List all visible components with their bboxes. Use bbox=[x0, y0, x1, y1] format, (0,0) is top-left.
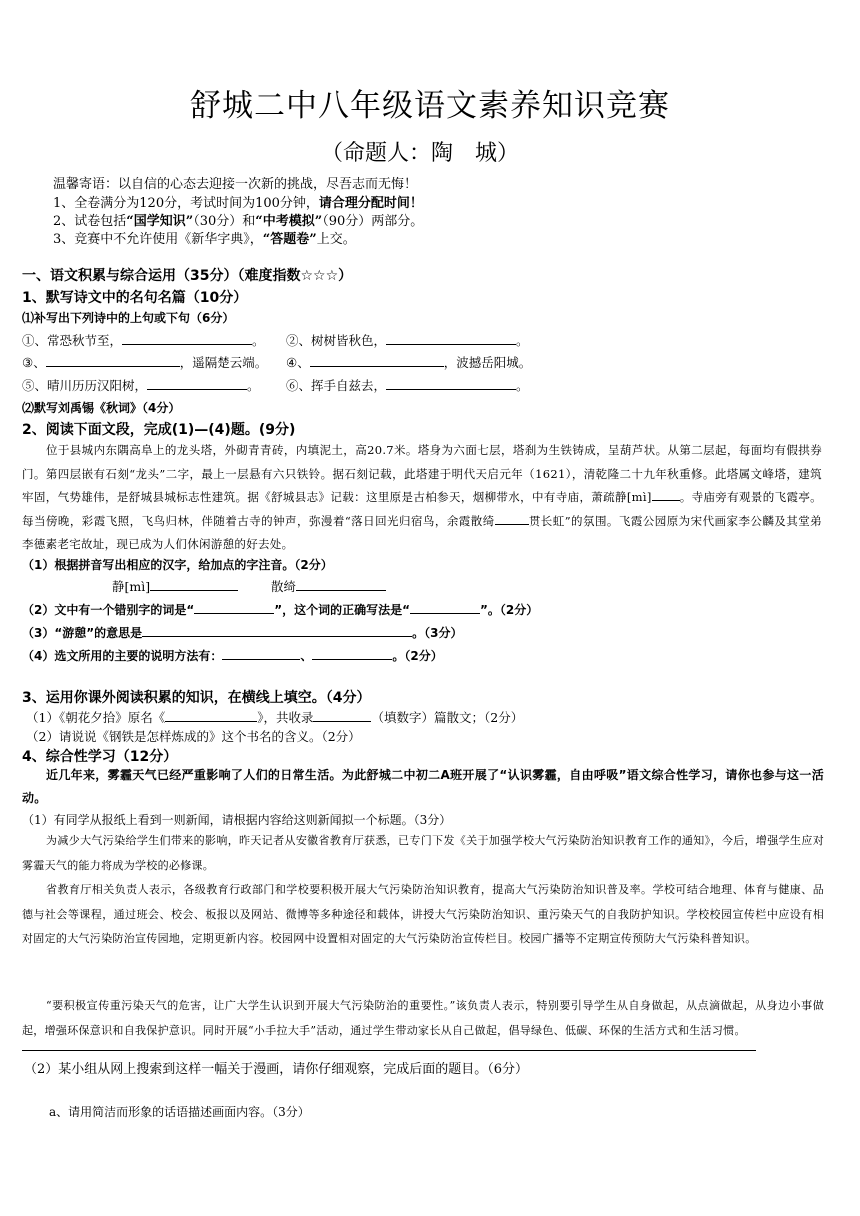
rule-1 bbox=[53, 192, 423, 211]
answer-blank-4[interactable] bbox=[310, 354, 444, 367]
passage-part-c: 贯长虹”的氛围。飞霞公园原为宋代画家李公麟及其堂弟李德素老宅故址，现已成为人们休闲游憩的好去处。 bbox=[22, 513, 822, 551]
q3-sub1-c: （填数字）篇散文；（2分） bbox=[371, 710, 524, 725]
answer-blank-2[interactable] bbox=[386, 332, 516, 345]
q4-intro: 近几年来，雾霾天气已经严重影响了人们的日常生活。为此舒城二中初二A班开展了“认识雾霾，自由呼吸”语文综合性学习，请你也参与这一活动。 bbox=[22, 768, 824, 805]
q3-heading: 3、运用你课外阅读积累的知识，在横线上填空。（4分） bbox=[22, 690, 371, 706]
q2-sub4-b: 、 bbox=[300, 649, 313, 663]
poem-item-4 bbox=[286, 353, 531, 371]
answer-blank-1[interactable] bbox=[122, 332, 252, 345]
poem-item-5 bbox=[22, 376, 260, 394]
poem-item-3-pre: ③、 bbox=[22, 355, 46, 370]
q2-heading: 2、阅读下面文段，完成(1)—(4)题。(9分) bbox=[22, 422, 296, 438]
rule-3-answer-sheet: “答题卷” bbox=[262, 232, 317, 247]
title-answer-line[interactable] bbox=[22, 1050, 756, 1051]
method-blank-1[interactable] bbox=[222, 647, 300, 660]
passage-part-a: 位于县城内东隅高阜上的龙头塔，外砌青青砖，内填泥土，高20.7米。塔身为六面七层，塔刹为生铁铸成，呈葫芦状。从第二层起，每面均有假拱券门。第四层嵌有石刻“龙头”二字，最上一层悬有六只铁铃。据石刻记载，此塔建于明代天启元年（1621），清乾隆二十九年秋重修。此塔属文峰塔，建筑牢固，气势雄伟，是舒城县城标志性建筑。据《舒城县志》记载：这里原是古柏参天，烟柳带水，中有寺庙，萧疏静[mì] bbox=[22, 443, 822, 504]
poem-item-1-pre: ①、常恐秋节至， bbox=[22, 333, 123, 348]
poem-item-2 bbox=[286, 331, 529, 349]
poem-item-6-pre: ⑥、挥手自兹去， bbox=[286, 378, 387, 393]
poem-item-4-pre: ④、 bbox=[286, 355, 310, 370]
poem-item-4-post: ，波撼岳阳城。 bbox=[443, 355, 532, 370]
poem-item-3-post: ，遥隔楚云端。 bbox=[179, 355, 268, 370]
q2-sub1: （1）根据拼音写出相应的汉字，给加点的字注音。（2分） bbox=[22, 558, 333, 572]
answer-blank-5[interactable] bbox=[147, 377, 247, 390]
method-blank-2[interactable] bbox=[312, 647, 392, 660]
q2-sub2-c: ”。（2分） bbox=[480, 603, 539, 617]
answer-blank-6[interactable] bbox=[386, 377, 516, 390]
q2-sub1-item-a bbox=[112, 577, 238, 595]
poem-item-5-pre: ⑤、晴川历历汉阳树， bbox=[22, 378, 148, 393]
q4-heading: 4、综合性学习（12分） bbox=[22, 749, 178, 765]
q2-sub4-a: （4）选文所用的主要的说明方法有： bbox=[22, 649, 223, 663]
pinyin-mi-blank[interactable] bbox=[150, 578, 238, 591]
essay-count-blank[interactable] bbox=[313, 709, 371, 722]
q2-sub3-b: 。（3分） bbox=[412, 626, 463, 640]
original-name-blank[interactable] bbox=[165, 709, 257, 722]
rule-3 bbox=[53, 228, 356, 247]
q1-sub2: ⑵默写刘禹锡《秋词》（4分） bbox=[22, 401, 181, 415]
poem-item-1 bbox=[22, 331, 265, 349]
q2-sub3-a: （3）“游憩”的意思是 bbox=[22, 626, 143, 640]
rule-2-text-a: 2、试卷包括 bbox=[53, 214, 127, 229]
poem-item-6-post: 。 bbox=[516, 378, 529, 393]
greeting-note: 温馨寄语：以自信的心态去迎接一次新的挑战，尽吾志而无悔！ bbox=[53, 177, 418, 192]
rule-1-text: 1、全卷满分为120分，考试时间为100分钟， bbox=[53, 196, 319, 211]
pinyin-mi-label: 静[mì] bbox=[112, 579, 151, 594]
q2-sub4 bbox=[22, 647, 443, 664]
q1-sub1: ⑴补写出下列诗中的上句或下句（6分） bbox=[22, 311, 235, 325]
rule-2-guoxue: “国学知识” bbox=[126, 214, 194, 229]
rule-2 bbox=[53, 210, 423, 229]
passage-blank-qi[interactable] bbox=[495, 512, 529, 525]
page-title: 舒城二中八年级语文素养知识竞赛 bbox=[190, 88, 670, 124]
news-paragraph-2: 省教育厅相关负责人表示，各级教育行政部门和学校要积极开展大气污染防治知识教育，提高大气污染防治知识普及率。学校可结合地理、体育与健康、品德与社会等课程，通过班会、校会、板报以及网站、微博等多种途径和载体，讲授大气污染防治知识、重污染天气的自我防护知识。学校校园宣传栏中应设有相对固定的大气污染防治宣传园地，定期更新内容。校园网中设置相对固定的大气污染防治宣传栏目。校园广播等不定期宣传预防大气污染科普知识。 bbox=[22, 883, 824, 945]
rule-2-zhongkao: “中考模拟” bbox=[255, 214, 323, 229]
typo-word-blank[interactable] bbox=[194, 601, 274, 614]
sanqi-label: 散绮 bbox=[271, 579, 297, 594]
q3-sub1-b: 》，共收录 bbox=[257, 710, 314, 725]
passage-blank-mi[interactable] bbox=[652, 488, 680, 501]
news-paragraph-1: 为减少大气污染给学生们带来的影响，昨天记者从安徽省教育厅获悉，已专门下发《关于加强学校大气污染防治知识教育工作的通知》，今后，增强学生应对雾霾天气的能力将成为学校的必修课。 bbox=[22, 834, 824, 872]
q3-sub1 bbox=[26, 708, 523, 726]
q2-sub2 bbox=[22, 601, 538, 618]
q4-sub2: （2）某小组从网上搜索到这样一幅关于漫画，请你仔细观察，完成后面的题目。（6分） bbox=[24, 1062, 529, 1077]
q2-sub4-c: 。（2分） bbox=[392, 649, 443, 663]
q2-sub2-b: ”，这个词的正确写法是“ bbox=[274, 603, 411, 617]
rule-3-text-a: 3、竞赛中不允许使用《新华字典》， bbox=[53, 232, 263, 247]
rule-2-text-c: （30分）和 bbox=[193, 214, 256, 229]
poem-item-3 bbox=[22, 353, 267, 371]
q2-sub1-item-b bbox=[271, 577, 386, 595]
q3-sub2: （2）请说说《钢铁是怎样炼成的》这个书名的含义。（2分） bbox=[26, 729, 361, 744]
sanqi-blank[interactable] bbox=[296, 578, 386, 591]
poem-item-1-post: 。 bbox=[252, 333, 265, 348]
rule-2-text-e: （90分）两部分。 bbox=[322, 214, 424, 229]
answer-blank-3[interactable] bbox=[46, 354, 180, 367]
q4-sub2-a: a、请用简洁而形象的话语描述画面内容。（3分） bbox=[49, 1105, 310, 1119]
poem-item-5-post: 。 bbox=[247, 378, 260, 393]
q2-sub2-a: （2）文中有一个错别字的词是“ bbox=[22, 603, 195, 617]
rule-3-text-c: 上交。 bbox=[316, 232, 356, 247]
poem-item-2-post: 。 bbox=[516, 333, 529, 348]
q4-sub1: （1）有同学从报纸上看到一则新闻，请根据内容给这则新闻拟一个标题。（3分） bbox=[22, 813, 452, 827]
poem-item-2-pre: ②、树树皆秋色， bbox=[286, 333, 387, 348]
correct-word-blank[interactable] bbox=[410, 601, 480, 614]
passage-part-b: 。寺庙旁有观景的飞霞亭。每当傍晚，彩霞飞照，飞鸟归林，伴随着古寺的钟声，弥漫着“落日回光归宿鸟，余霞散绮 bbox=[22, 490, 822, 528]
q2-sub3 bbox=[22, 624, 462, 641]
youqi-meaning-blank[interactable] bbox=[142, 624, 412, 637]
reading-passage bbox=[22, 439, 822, 557]
news-paragraph-3: “要积极宣传重污染天气的危害，让广大学生认识到开展大气污染防治的重要性。”该负责人表示，特别要引导学生从自身做起，从点滴做起，从身边小事做起，增强环保意识和自我保护意识。同时开展“小手拉大手”活动，通过学生带动家长从自己做起，倡导绿色、低碳、环保的生活方式和生活习惯。 bbox=[22, 999, 824, 1037]
section-1-heading: 一、语文积累与综合运用（35分）（难度指数☆☆☆） bbox=[22, 268, 353, 284]
q1-heading: 1、默写诗文中的名句名篇（10分） bbox=[22, 290, 248, 306]
q3-sub1-a: （1）《朝花夕拾》原名《 bbox=[26, 710, 166, 725]
rule-1-emphasis: 请合理分配时间！ bbox=[318, 196, 423, 211]
poem-item-6 bbox=[286, 376, 529, 394]
author-line: （命题人：陶 城） bbox=[320, 141, 519, 166]
